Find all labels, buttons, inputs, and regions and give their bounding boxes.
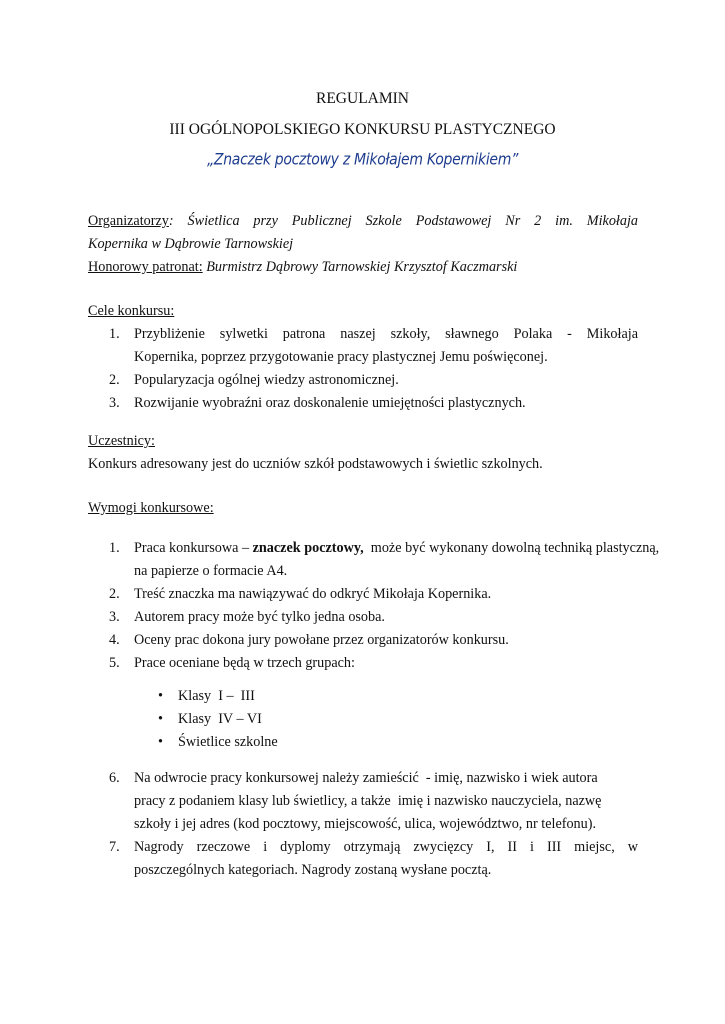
group-label: Świetlice szkolne — [178, 734, 278, 750]
goal-1-line2: Kopernika, poprzez przygotowanie pracy plastycznej Jemu poświęconej. — [134, 349, 548, 365]
contest-name: „Znaczek pocztowy z Mikołajem Kopernikiem” — [206, 150, 519, 170]
participants-section — [88, 430, 638, 476]
patron-label: Honorowy patronat: — [88, 259, 203, 275]
req-1-bold: znaczek pocztowy, — [252, 540, 364, 556]
requirements-heading: Wymogi konkursowe: — [88, 500, 214, 516]
list-item — [88, 685, 638, 708]
list-number: 2. — [109, 586, 120, 602]
list-number: 2. — [109, 372, 120, 388]
groups-list — [88, 685, 638, 754]
req-6-line2: pracy z podaniem klasy lub świetlicy, a także imię i nazwisko nauczyciela, nazwę — [134, 793, 602, 809]
list-item — [88, 323, 638, 369]
requirements-heading-block — [88, 497, 638, 520]
req-1-post: może być wykonany dowolną techniką plastyczną, — [363, 540, 660, 556]
list-number: 4. — [109, 632, 120, 648]
req-3-text: Autorem pracy może być tylko jedna osoba. — [134, 609, 385, 625]
req-7-line1: Nagrody rzeczowe i dyplomy otrzymają zwycięzcy I, II i III miejsc, w — [134, 839, 638, 855]
list-number: 1. — [109, 326, 120, 342]
goal-2-text: Popularyzacja ogólnej wiedzy astronomicznej. — [134, 372, 399, 388]
document-subtitle: III OGÓLNOPOLSKIEGO KONKURSU PLASTYCZNEGO — [169, 121, 556, 138]
list-number: 6. — [109, 770, 120, 786]
list-item — [88, 731, 638, 754]
participants-text: Konkurs adresowany jest do uczniów szkół podstawowych i świetlic szkolnych. — [88, 456, 543, 472]
participants-heading: Uczestnicy: — [88, 433, 155, 449]
req-1-line2: na papierze o formacie A4. — [134, 563, 288, 579]
goals-section — [88, 300, 638, 415]
req-1-pre: Praca konkursowa – — [134, 540, 253, 556]
req-6-line1: Na odwrocie pracy konkursowej należy zamieścić - imię, nazwisko i wiek autora — [134, 770, 598, 786]
organizers-line1: Świetlica przy Publicznej Szkole Podstawowej Nr 2 im. Mikołaja — [173, 213, 638, 229]
list-item — [88, 629, 708, 652]
list-number: 3. — [109, 609, 120, 625]
requirements-list-continued — [88, 767, 638, 882]
goal-1-line1: Przybliżenie sylwetki patrona naszej szkoły, sławnego Polaka - Mikołaja — [134, 326, 638, 342]
list-item — [88, 836, 638, 882]
req-5-text: Prace oceniane będą w trzech grupach: — [134, 655, 355, 671]
list-item — [88, 369, 638, 392]
organizers-line2: Kopernika w Dąbrowie Tarnowskiej — [88, 236, 294, 252]
organizers-section — [88, 210, 638, 279]
goal-3-text: Rozwijanie wyobraźni oraz doskonalenie umiejętności plastycznych. — [134, 395, 526, 411]
requirements-list — [88, 537, 708, 675]
patron-value: Burmistrz Dąbrowy Tarnowskiej Krzysztof Kaczmarski — [202, 259, 518, 275]
list-item — [88, 392, 638, 415]
goals-heading: Cele konkursu: — [88, 303, 175, 319]
req-7-line2: poszczególnych kategoriach. Nagrody zostaną wysłane pocztą. — [134, 862, 492, 878]
list-number: 7. — [109, 839, 120, 855]
organizers-colon: : — [168, 213, 174, 229]
req-6-line3: szkoły i jej adres (kod pocztowy, miejscowość, ulica, województwo, nr telefonu). — [134, 816, 597, 832]
bullet-icon: • — [158, 734, 163, 750]
group-label: Klasy I – III — [178, 688, 255, 704]
bullet-icon: • — [158, 711, 163, 727]
list-number: 1. — [109, 540, 120, 556]
list-item — [88, 606, 708, 629]
list-item — [88, 767, 638, 836]
list-item — [88, 537, 708, 583]
list-number: 3. — [109, 395, 120, 411]
list-item — [88, 708, 638, 731]
organizers-label: Organizatorzy — [88, 213, 169, 229]
bullet-icon: • — [158, 688, 163, 704]
list-item — [88, 583, 708, 606]
list-item — [88, 652, 708, 675]
document-title: REGULAMIN — [316, 90, 409, 107]
req-4-text: Oceny prac dokona jury powołane przez organizatorów konkursu. — [134, 632, 509, 648]
list-number: 5. — [109, 655, 120, 671]
req-2-text: Treść znaczka ma nawiązywać do odkryć Mikołaja Kopernika. — [134, 586, 492, 602]
group-label: Klasy IV – VI — [178, 711, 262, 727]
